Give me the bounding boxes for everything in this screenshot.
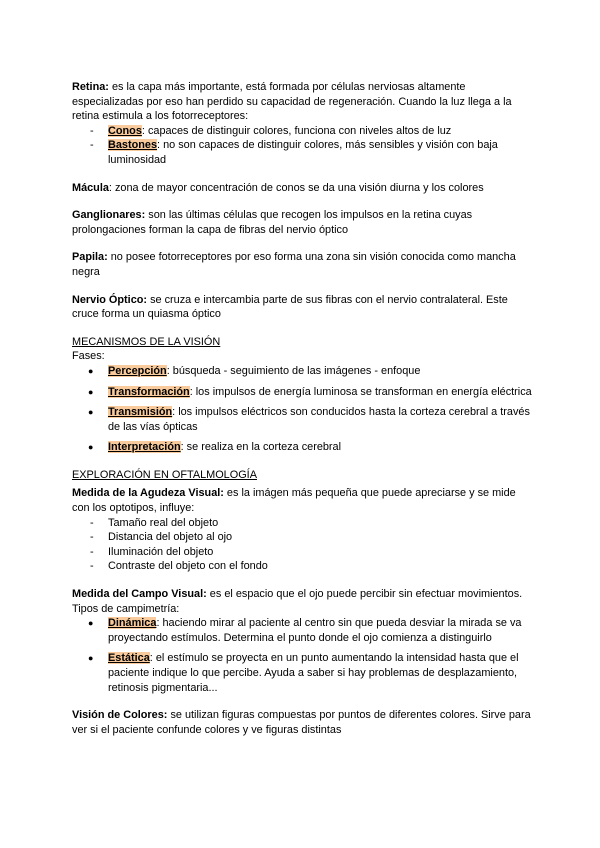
list-item (72, 385, 532, 400)
dash-marker: - (90, 531, 94, 544)
section-title: MECANISMOS DE LA VISIÓN (72, 335, 221, 348)
dash-marker: - (90, 139, 94, 152)
retina-text: es la capa más importante, está formada por células nerviosas altamente especializadas por eso han perdido su capacidad de regeneración. Cuando la luz llega a la retina estimula a los fotorreceptores: (72, 81, 512, 123)
campimetria-label: Tipos de campimetría: (72, 602, 180, 615)
macula-text: : zona de mayor concentración de conos se da una visión diurna y los colores (108, 181, 484, 194)
retina-paragraph (72, 80, 532, 124)
list-item (72, 138, 532, 167)
list-item-text: Tamaño real del objeto (108, 516, 219, 529)
highlight-term: Estática (108, 652, 150, 665)
list-item-text: Distancia del objeto al ojo (108, 531, 233, 544)
list-item (72, 616, 532, 645)
campo-paragraph (72, 587, 532, 602)
fases-list (72, 364, 532, 455)
macula-term: Mácula (72, 181, 109, 194)
colores-paragraph (72, 708, 532, 737)
ganglionares-paragraph (72, 208, 532, 237)
dash-marker: - (90, 124, 94, 137)
agudeza-section (72, 486, 532, 574)
section-title: EXPLORACIÓN EN OFTALMOLOGÍA (72, 468, 257, 481)
agudeza-paragraph (72, 486, 532, 515)
bullet-marker: ● (88, 442, 94, 453)
list-item-text: Iluminación del objeto (108, 545, 214, 558)
colores-term: Visión de Colores: (72, 709, 168, 722)
list-item (72, 364, 532, 379)
nervio-term: Nervio Óptico: (72, 293, 148, 306)
highlight-term: Interpretación (108, 441, 181, 454)
agudeza-list (72, 516, 532, 574)
retina-term: Retina: (72, 81, 109, 93)
campo-term: Medida del Campo Visual: (72, 588, 207, 601)
papila-term: Papila: (72, 251, 108, 264)
highlight-term: Conos (108, 124, 142, 137)
agudeza-text: es la imágen más pequeña que puede apreciarse y se mide con los optotipos, influye: (72, 487, 516, 515)
nervio-paragraph (72, 293, 532, 322)
list-item-text: : capaces de distinguir colores, funciona con niveles altos de luz (141, 124, 452, 137)
mecanismos-section (72, 335, 532, 455)
bullet-marker: ● (88, 618, 94, 629)
bullet-marker: ● (88, 386, 94, 397)
dash-marker: - (90, 516, 94, 529)
list-item-text: : los impulsos eléctricos son conducidos hasta la corteza cerebral a través de las vías ópticas (108, 406, 530, 433)
list-item (72, 124, 532, 139)
campo-section (72, 587, 532, 695)
bullet-marker: ● (88, 653, 94, 664)
list-item-text: Contraste del objeto con el fondo (108, 560, 268, 573)
bullet-marker: ● (88, 407, 94, 418)
papila-paragraph (72, 250, 532, 279)
highlight-term: Transmisión (108, 406, 173, 419)
bullet-marker: ● (88, 365, 94, 376)
list-item (72, 559, 532, 574)
retina-section (72, 80, 532, 168)
list-item (72, 405, 532, 434)
list-item-text: : haciendo mirar al paciente al centro sin que pueda desviar la mirada se va proyectando estímulos. Determina el punto donde el ojo comienza a distinguirlo (108, 617, 522, 644)
macula-paragraph (72, 181, 532, 196)
campo-text: es el espacio que el ojo puede percibir sin efectuar movimientos. (206, 588, 523, 601)
list-item (72, 651, 532, 695)
papila-text: no posee fotorreceptores por eso forma una zona sin visión conocida como mancha negra (72, 251, 516, 278)
nervio-text: se cruza e intercambia parte de sus fibras con el nervio contralateral. Este cruce forma un quiasma óptico (72, 293, 508, 321)
ganglionares-term: Ganglionares: (72, 209, 146, 222)
list-item (72, 440, 532, 455)
list-item-text: : los impulsos de energía luminosa se transforman en energía eléctrica (189, 385, 532, 398)
list-item (72, 530, 532, 545)
highlight-term: Transformación (108, 385, 190, 398)
campimetria-list (72, 616, 532, 695)
list-item-text: : el estímulo se proyecta en un punto aumentando la intensidad hasta que el paciente indique lo que percibe. Ayuda a saber si hay problemas de desplazamiento, retinosis pigmentaria... (108, 652, 519, 694)
agudeza-term: Medida de la Agudeza Visual: (72, 487, 224, 500)
list-item-text: : no son capaces de distinguir colores, más sensibles y visión con baja luminosidad (108, 139, 498, 166)
highlight-term: Bastones (108, 139, 158, 152)
dash-marker: - (90, 545, 94, 558)
list-item-text: : se realiza en la corteza cerebral (180, 441, 342, 454)
photoreceptor-list (72, 124, 532, 168)
highlight-term: Dinámica (108, 617, 157, 630)
ganglionares-text: son las últimas células que recogen los impulsos en la retina cuyas prolongaciones forman la capa de fibras del nervio óptico (72, 209, 473, 236)
highlight-term: Percepción (108, 364, 167, 377)
colores-text: se utilizan figuras compuestas por puntos de diferentes colores. Sirve para ver si el paciente confunde colores y ve figuras distintas (72, 709, 531, 736)
list-item (72, 516, 532, 531)
document-content (72, 80, 532, 737)
dash-marker: - (90, 560, 94, 573)
list-item (72, 545, 532, 560)
list-item-text: : búsqueda - seguimiento de las imágenes - enfoque (166, 364, 421, 377)
fases-label: Fases: (72, 350, 105, 363)
